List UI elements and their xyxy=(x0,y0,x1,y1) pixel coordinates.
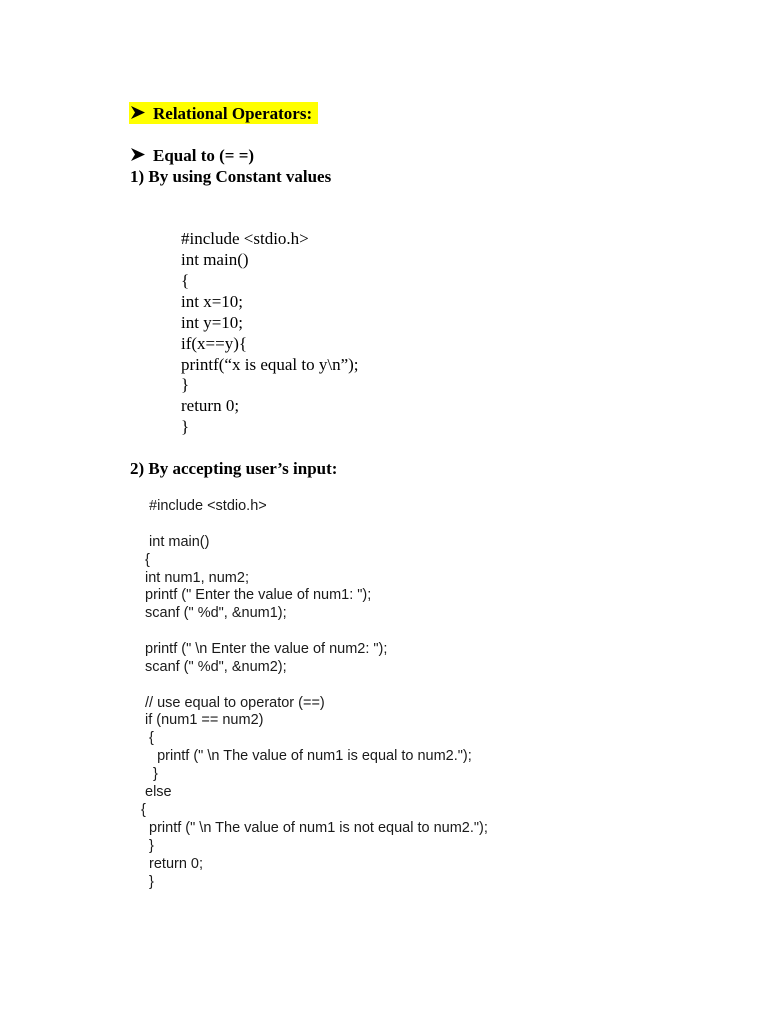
code-line: printf (" Enter the value of num1: "); xyxy=(145,587,372,603)
code-line: int main() xyxy=(145,534,210,550)
code-line: printf (" \n The value of num1 is not equal to num2."); xyxy=(145,820,488,836)
code-line: int x=10; xyxy=(181,292,244,311)
code-line: int y=10; xyxy=(181,313,244,332)
code-line: { xyxy=(145,552,150,568)
code-line: printf (" \n The value of num1 is equal to num2."); xyxy=(145,748,472,764)
subheading: Equal to (= =) xyxy=(153,146,255,165)
code-line: } xyxy=(145,766,158,782)
code-line: if (num1 == num2) xyxy=(145,712,264,728)
arrowhead-bullet-icon xyxy=(131,106,145,119)
section-heading: Relational Operators: xyxy=(153,104,313,123)
code-line: // use equal to operator (==) xyxy=(145,695,325,711)
code-line: int main() xyxy=(181,250,249,269)
part2-title: 2) By accepting user’s input: xyxy=(130,459,338,478)
arrowhead-bullet-icon xyxy=(131,148,145,161)
code-line: scanf (" %d", &num2); xyxy=(145,659,287,675)
code-line: return 0; xyxy=(181,396,240,415)
code-line: } xyxy=(181,417,190,436)
code-line: scanf (" %d", &num1); xyxy=(145,605,287,621)
code-line: return 0; xyxy=(145,856,204,872)
code-line: #include <stdio.h> xyxy=(145,498,267,514)
code-line: int num1, num2; xyxy=(145,570,249,586)
code-line: } xyxy=(145,838,154,854)
code-line: { xyxy=(141,802,146,818)
code-line: else xyxy=(145,784,172,800)
code-line: if(x==y){ xyxy=(181,334,248,353)
code-line: } xyxy=(181,375,190,394)
part1-title: 1) By using Constant values xyxy=(130,167,332,186)
code-line: printf (" \n Enter the value of num2: "); xyxy=(145,641,388,657)
code-line: { xyxy=(181,271,190,290)
code-line: } xyxy=(145,874,154,890)
code-line: printf(“x is equal to y\n”); xyxy=(181,355,359,374)
code-line: #include <stdio.h> xyxy=(181,229,309,248)
code-line: { xyxy=(145,730,154,746)
